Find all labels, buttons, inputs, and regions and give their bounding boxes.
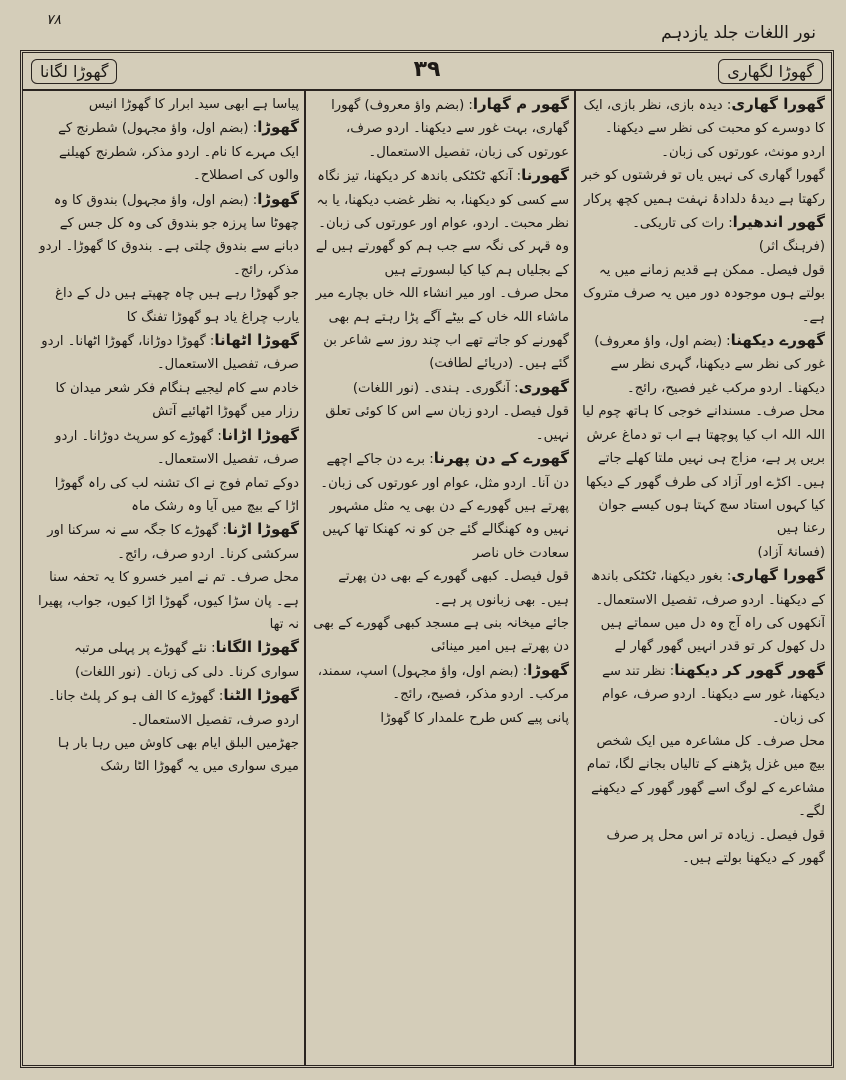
entry-text: : بغور دیکھنا، ٹکٹکی باندھ کے دیکھنا۔ اردو صرف، تفصیل الاستعمال۔	[591, 569, 825, 608]
dictionary-entry	[311, 542, 569, 565]
entry-text: : نئے گھوڑے پر پہلی مرتبہ سواری کرنا۔ دلی کی زبان۔ (نور اللغات)	[74, 641, 299, 680]
page-number: ۳۹	[413, 57, 441, 82]
column-right	[581, 93, 825, 1059]
entry-headword: گھور م گھارا	[472, 95, 569, 113]
column-left	[37, 93, 299, 1059]
dictionary-entry	[311, 612, 569, 659]
entry-headword: گھوڑا	[257, 118, 299, 137]
entry-headword: گھوڑا اڑنا	[226, 520, 299, 539]
entry-text: قول فیصل۔ ممکن ہے قدیم زمانے میں یہ بولتے ہوں موجودہ دور میں یہ صرف متروک ہے۔	[583, 262, 825, 325]
dictionary-entry	[311, 282, 569, 376]
entry-text: : (بضم اول، واؤ مجہول) بندوق کا وہ چھوٹا سا پرزہ جو بندوق کی وہ کل جس کے دبانے سے بندوق چلتی ہے۔ بندوق کا گھوڑا۔ اردو مذکر، رائج۔	[39, 192, 299, 278]
entry-text: جھڑمیں البلق ایام بھی کاوش میں رہا بار ہا میری سواری میں یہ گھوڑا الٹا رشک	[57, 735, 299, 775]
column-middle	[311, 93, 569, 1059]
dictionary-title: نور اللغات جلد یازدہم	[661, 23, 816, 43]
entry-headword: گھورا گھاری	[731, 95, 825, 113]
entry-text: : نظر تند سے دیکھنا، غور سے دیکھنا۔ اردو صرف، عوام کی زبان۔	[602, 663, 825, 726]
dictionary-entry	[581, 235, 825, 258]
entry-text: سعادت خاں ناصر	[472, 545, 569, 561]
dictionary-entry	[311, 659, 569, 707]
dictionary-entry	[311, 164, 569, 235]
entry-headword: گھور گھور کر دیکھنا	[674, 660, 825, 679]
entry-text: : آنکھ ٹکٹکی باندھ کر دیکھنا، تیز نگاہ سے کسی کو دیکھنا، بہ نظر غضب دیکھنا، یا بہ نظر محبت۔ اردو، عوام اور عورتوں کی زبان۔	[316, 169, 569, 232]
entry-headword: گھوڑا	[527, 660, 569, 679]
running-head	[23, 53, 831, 91]
dictionary-entry	[581, 93, 825, 164]
text-frame	[20, 50, 834, 1068]
dictionary-entry	[37, 472, 299, 519]
dictionary-entry	[581, 211, 825, 235]
entry-headword: گھوڑا اٹھانا	[214, 331, 299, 350]
entry-text: : (بضم واؤ معروف) گھورا گھاری، بہت غور سے دیکھنا۔ اردو صرف، عورتوں کی زبان، تفصیل الاستعمال۔	[331, 98, 569, 160]
entry-headword: گھوڑا	[257, 189, 299, 208]
entry-text: : گھوڑے کا جگہ سے نہ سرکنا اور سرکشی کرنا۔ اردو صرف، رائج۔	[47, 523, 299, 562]
dictionary-entry	[311, 376, 569, 400]
entry-headword: گھورا گھاری	[731, 566, 825, 585]
entry-headword: گھورنا	[521, 166, 569, 185]
running-head-right: گھوڑا لگھاری	[718, 59, 823, 84]
entry-text: (فرہنگ اثر)	[758, 239, 825, 255]
column-divider	[304, 89, 306, 1065]
dictionary-entry	[37, 93, 299, 116]
entry-text: : (بضم اول، واؤ مجہول) اسپ، سمند، مرکب۔ اردو مذکر، فصیح، رائج۔	[317, 663, 569, 703]
dictionary-entry	[37, 684, 299, 732]
dictionary-entry	[581, 564, 825, 612]
entry-text: : گھوڑے کو سرپٹ دوڑانا۔ اردو صرف، تفصیل الاستعمال۔	[55, 428, 299, 468]
dictionary-entry	[581, 164, 825, 211]
entry-text: محل صرف۔ اور میر انشاء اللہ خاں بچارے میر ماشاء اللہ خاں کے بیٹے آگے پڑا رہتے ہم بھی گھورنے کو جاتے تھے اب چند روز سے شاعر بن گئے ہیں۔ (دریائے لطافت)	[315, 286, 569, 372]
entry-headword: گھوڑا اڑانا	[221, 425, 299, 444]
dictionary-entry	[581, 400, 825, 540]
dictionary-entry	[37, 377, 299, 424]
dictionary-entry	[581, 259, 825, 329]
entry-text: محل صرف۔ مسندانے خوجی کا ہاتھ چوم لیا اللہ اللہ اب کیا پوچھتا ہے اب تو دماغ عرش بریں پر ہے، مزاج ہی نہیں ملتا کھلے جاتے ہیں۔ اکڑے اور آزاد کی طرف گھور کے دیکھا کیا کہوں استاد سچ کہتا ہوں کیسے جوان رعنا ہیں	[582, 404, 825, 537]
dictionary-entry	[311, 400, 569, 447]
dictionary-entry	[311, 565, 569, 612]
dictionary-entry	[581, 541, 825, 564]
dictionary-entry	[311, 707, 569, 730]
dictionary-entry	[37, 424, 299, 472]
entry-text: : (بضم اول، واؤ مجہول) شطرنج کے ایک مہرے کا نام۔ اردو مذکر، شطرنج کھیلنے والوں کی اصطلاح۔	[58, 121, 299, 184]
entry-text: جو گھوڑا رہے ہیں چاہ چھپتے ہیں دل کے داغ یارب چراغ یاد ہو گھوڑا تفنگ کا	[55, 286, 299, 325]
dictionary-entry	[37, 188, 299, 283]
entry-headword: گھورے کے دن پھرنا	[433, 449, 569, 468]
entry-text: پانی پیے کس طرح علمدار کا گھوڑا	[380, 710, 569, 726]
top-header	[40, 12, 816, 52]
dictionary-entry	[581, 824, 825, 871]
entry-text: قول فیصل۔ اردو زبان سے اس کا کوئی تعلق نہیں۔	[325, 404, 569, 443]
entry-text: محل صرف۔ کل مشاعرہ میں ایک شخص بیچ میں غزل پڑھنے کے تالیاں بجانے لگا، تمام مشاعرے کے لوگ اسے گھور گھور کے دیکھنے لگے۔	[586, 733, 825, 820]
dictionary-entry	[581, 612, 825, 659]
dictionary-entry	[37, 329, 299, 377]
dictionary-entry	[37, 732, 299, 779]
dictionary-entry	[37, 566, 299, 636]
entry-text: (فسانۂ آزاد)	[757, 544, 825, 560]
corner-mark: ۷۸	[46, 12, 62, 28]
running-head-left: گھوڑا لگانا	[31, 59, 117, 84]
dictionary-entry	[311, 447, 569, 495]
dictionary-entry	[37, 282, 299, 329]
entry-headword: گھوری	[518, 377, 569, 396]
dictionary-entry	[37, 518, 299, 566]
dictionary-entry	[37, 116, 299, 187]
dictionary-entry	[311, 235, 569, 282]
entry-text: : رات کی تاریکی۔	[632, 216, 733, 232]
entry-text: محل صرف۔ تم نے امیر خسرو کا یہ تحفہ سنا ہے۔ پان سڑا کیوں، گھوڑا اڑا کیوں، جواب، پھیرا نہ تھا	[38, 570, 299, 632]
entry-text: دوکے تمام فوج نے اک تشنہ لب کی راہ گھوڑا اڑا کے بیچ میں آیا وہ رشک ماہ	[54, 475, 299, 514]
entry-text: پیاسا ہے ابھی سید ابرار کا گھوڑا انیس	[88, 97, 299, 112]
entry-text: خادم سے کام لیجیے ہنگام فکر شعر میدان کا رزار میں گھوڑا اٹھائیے آتش	[55, 380, 299, 420]
entry-headword: گھوڑا الٹنا	[223, 686, 299, 705]
entry-headword: گھور اندھیرا	[732, 213, 825, 232]
entry-headword: گھورے دیکھنا	[730, 331, 825, 350]
dictionary-entry	[581, 659, 825, 730]
entry-text: : گھوڑا دوڑانا، گھوڑا اٹھانا۔ اردو صرف، تفصیل الاستعمال۔	[41, 334, 299, 373]
entry-text: قول فیصل۔ زیادہ تر اس محل پر صرف گھور کے دیکھنا بولتے ہیں۔	[606, 827, 825, 866]
dictionary-entry	[581, 329, 825, 400]
entry-text: : آنگوری۔ ہندی۔ (نور اللغات)	[352, 380, 519, 396]
dictionary-entry	[311, 93, 569, 164]
entry-text: : گھوڑے کا الف ہو کر پلٹ جانا۔ اردو صرف، تفصیل الاستعمال۔	[47, 689, 299, 728]
entry-text: : دیدہ بازی، نظر بازی، ایک کا دوسرے کو محبت کی نظر سے دیکھنا۔ اردو مونث، عورتوں کی زبان۔	[583, 98, 825, 160]
entry-text: پھرتے ہیں گھورے کے دن بھی یہ مثل مشہور نہیں وہ کھنگالے گئے جن کو نہ کھنکا تھا کہیں	[322, 498, 569, 538]
entry-text: قول فیصل۔ کبھی گھورے کے بھی دن پھرتے ہیں۔ بھی زبانوں پر ہے۔	[338, 569, 569, 608]
entry-headword: گھوڑا الگانا	[215, 638, 299, 657]
entry-text: : (بضم اول، واؤ معروف) غور کی نظر سے دیکھنا، گہری نظر سے دیکھنا۔ اردو مرکب غیر فصیح، رائج۔	[594, 334, 825, 396]
entry-text: گھورا گھاری کی نہیں یاں تو فرشتوں کو خبر رکھتا ہے دیدۂ دلدادۂ نہفت ہمیں کچھ پرکار	[581, 168, 825, 207]
column-divider	[574, 89, 576, 1065]
dictionary-entry	[581, 730, 825, 824]
entry-text: : برے دن جاکے اچھے دن آنا۔ اردو مثل، عوام اور عورتوں کی زبان۔	[320, 452, 569, 491]
dictionary-entry	[311, 495, 569, 542]
entry-text: آنکھوں کی راہ آج وہ دل میں سماتے ہیں دل کھول کر تو قدر انہیں گھور گھار لے	[600, 615, 825, 655]
entry-text: وہ قہر کی نگہ سے جب ہم کو گھورتے ہیں لے کے بجلیاں ہم کیا کیا لبسورتے ہیں	[315, 239, 569, 278]
dictionary-entry	[37, 636, 299, 684]
entry-text: جائے میخانہ بنی ہے مسجد کبھی گھورے کے بھی دن پھرتے ہیں امیر مینائی	[313, 615, 569, 655]
